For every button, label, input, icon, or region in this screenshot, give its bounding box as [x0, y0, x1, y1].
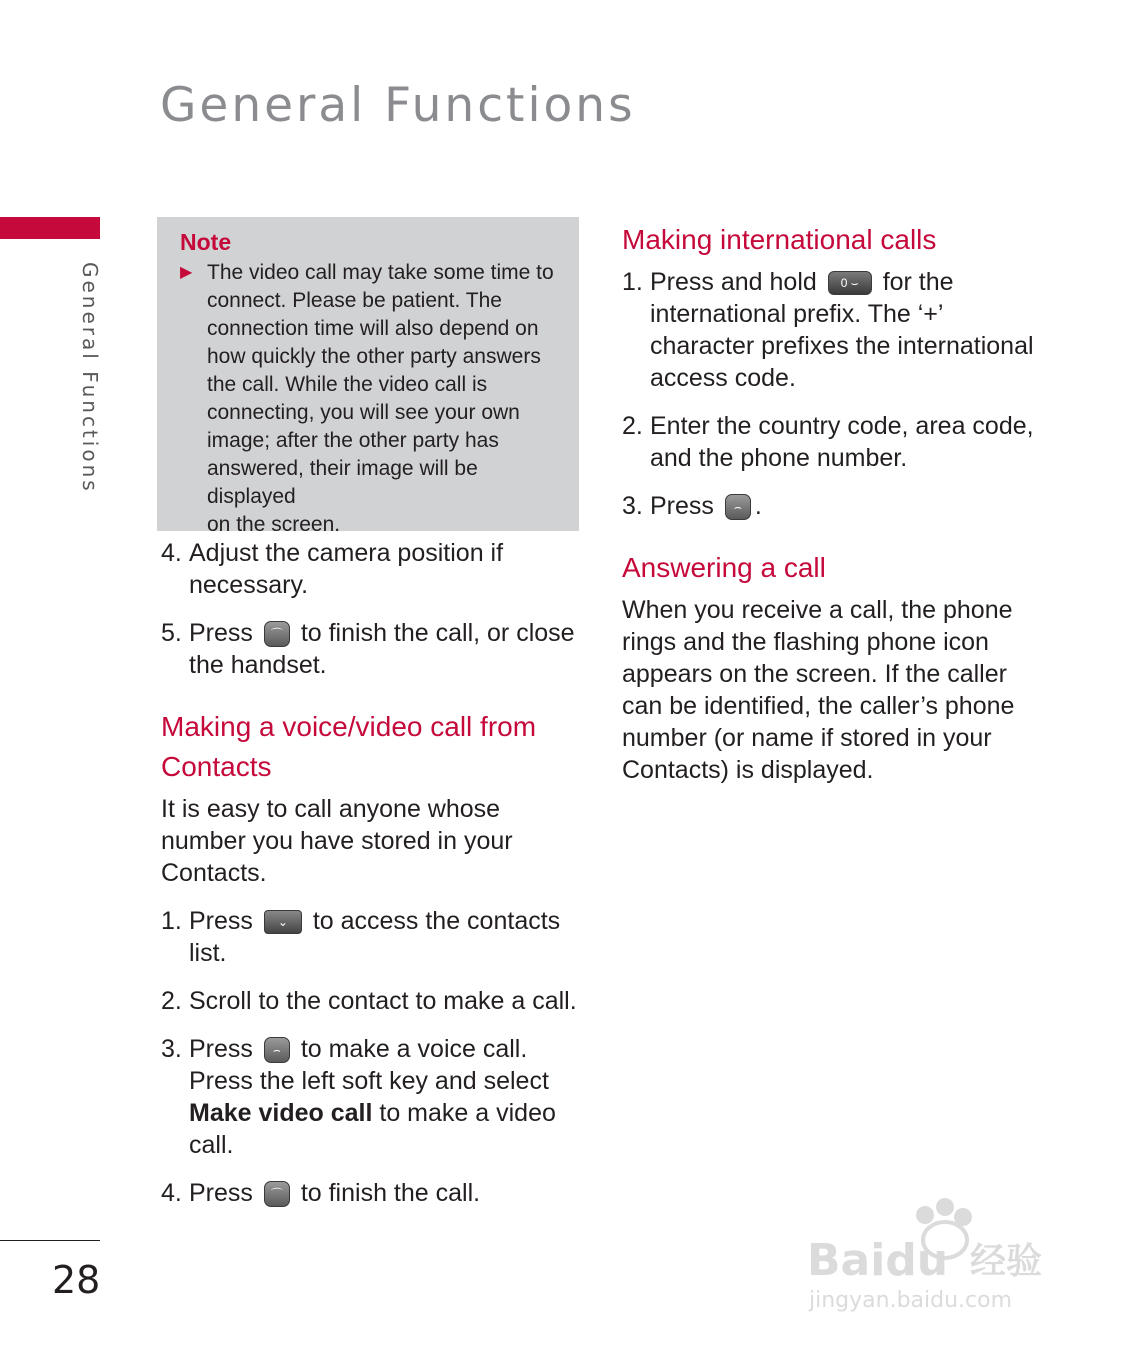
- left-column: [161, 537, 581, 1225]
- svg-text:Baidu: Baidu: [807, 1235, 949, 1286]
- section-intro: It is easy to call anyone whose number you have stored in your Contacts.: [161, 795, 513, 887]
- list-item: 3. Press ⌢ .: [622, 492, 762, 520]
- svg-text:jingyan.baidu.com: jingyan.baidu.com: [809, 1288, 1013, 1313]
- note-box: [157, 217, 579, 536]
- end-key-icon: ⌒: [264, 1181, 290, 1207]
- send-key-icon: ⌢: [264, 1037, 290, 1063]
- list-item: 1. Press and hold 0 ⌣ for the international prefix. The ‘+’ character prefixes the international access code.: [622, 268, 1034, 392]
- send-key-icon: ⌢: [725, 494, 751, 520]
- section-heading-contacts: Making a voice/video call from Contacts: [161, 711, 537, 782]
- side-tab-label: General Functions: [78, 262, 102, 494]
- note-title: Note: [180, 229, 232, 255]
- list-item: 2. Scroll to the contact to make a call.: [161, 987, 577, 1015]
- page-title: General Functions: [160, 78, 636, 133]
- list-item: 2. Enter the country code, area code, and the phone number.: [622, 412, 1034, 472]
- zero-key-icon: 0 ⌣: [828, 271, 872, 295]
- note-item: [180, 259, 557, 539]
- down-nav-key-icon: ⌄: [264, 910, 302, 934]
- baidu-watermark-logo: [805, 1195, 1065, 1315]
- bullet-triangle-icon: ▶: [180, 264, 193, 281]
- side-tab-accent: [0, 217, 100, 239]
- right-column: [622, 220, 1042, 802]
- svg-text:经验: 经验: [970, 1241, 1043, 1282]
- page-number: 28: [52, 1258, 101, 1302]
- list-item: 3. Press ⌢ to make a voice call. Press the left soft key and select Make video call to make a video call.: [161, 1035, 556, 1159]
- section-heading-international: Making international calls: [622, 224, 937, 255]
- end-key-icon: ⌒: [264, 621, 290, 647]
- list-item: 1. Press ⌄ to access the contacts list.: [161, 907, 561, 967]
- list-item: 4. Press ⌒ to finish the call.: [161, 1179, 481, 1207]
- page-number-rule: [0, 1240, 100, 1241]
- section-body: When you receive a call, the phone rings and the flashing phone icon appears on the screen. If the caller can be identified, the caller’s phone number (or name if stored in your Contacts) is displayed.: [622, 596, 1015, 784]
- section-heading-answering: Answering a call: [622, 552, 826, 583]
- list-item: 4. Adjust the camera position if necessary.: [161, 539, 504, 599]
- list-item: 5. Press ⌒ to finish the call, or close the handset.: [161, 619, 575, 679]
- note-text: The video call may take some time to connect. Please be patient. The connection time will also depend on how quickly the other party answers the call. While the video call is connecting, you will see your own image; after the other party has answered, their image will be displayed on the screen.: [207, 261, 554, 536]
